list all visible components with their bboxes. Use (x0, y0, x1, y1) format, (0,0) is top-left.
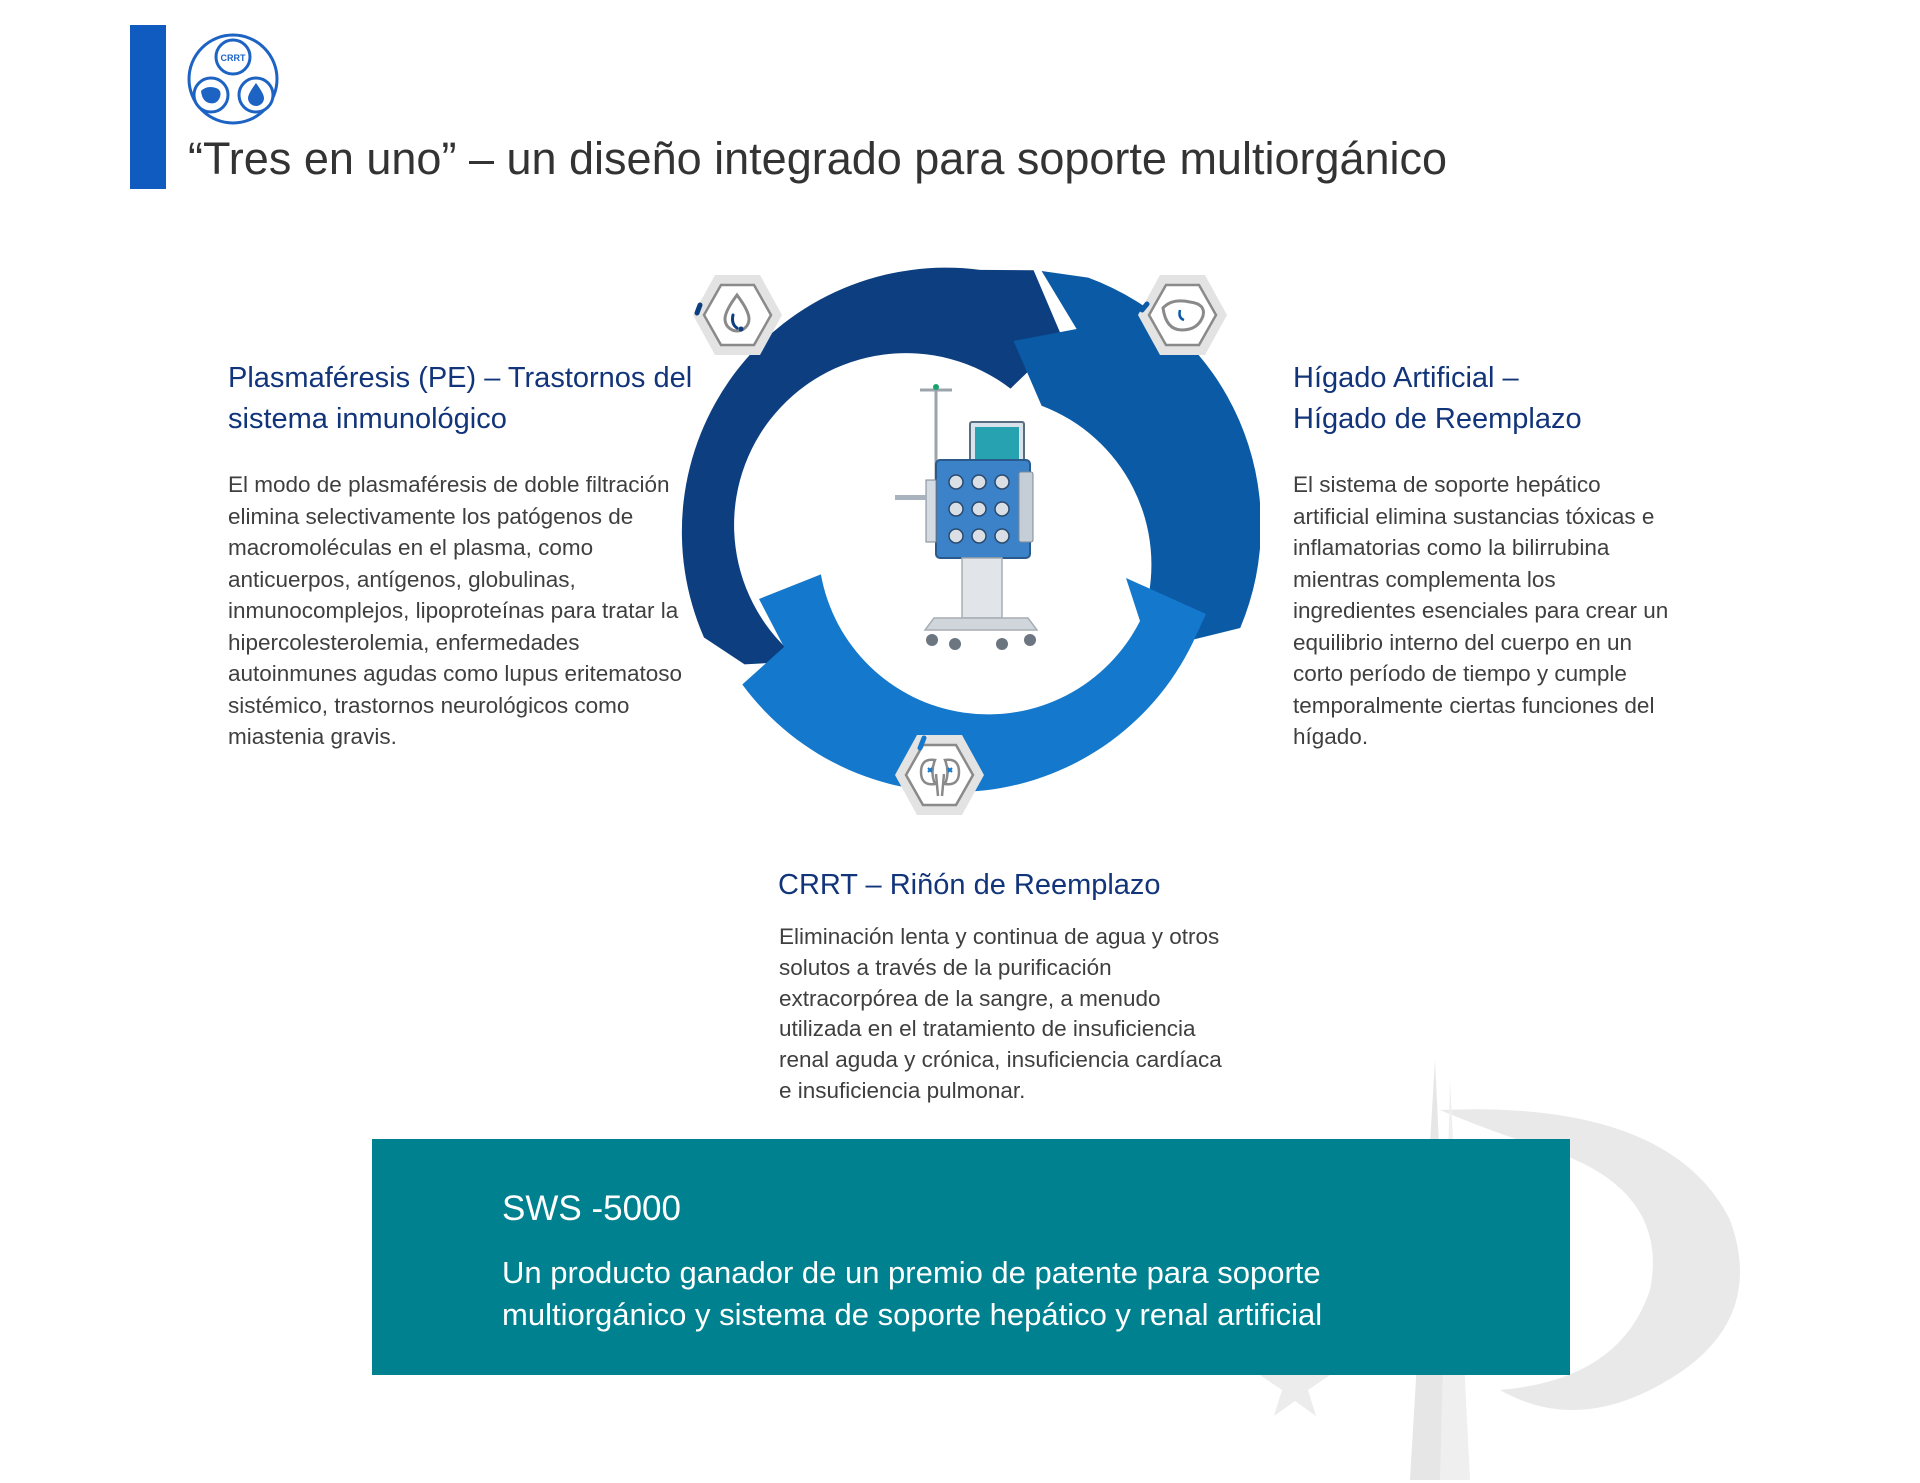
product-banner (372, 1139, 1570, 1375)
plasmapheresis-description: El modo de plasmaféresis de doble filtración elimina selectivamente los patógenos de macromoléculas en el plasma, como anticuerpos, antígenos, globulinas, inmunocomplejos, lipoproteínas para tratar la hipercolesterolemia, enfermedades autoinmunes agudas como lupus eritematoso sistémico, trastornos neurológicos como miastenia gravis. (228, 472, 683, 749)
crrt-title: CRRT – Riñón de Reemplazo (778, 869, 1161, 901)
cycle-diagram (680, 260, 1260, 850)
liver-title-line1: Hígado Artificial – (1293, 362, 1519, 394)
liver-description: El sistema de soporte hepático artificial elimina sustancias tóxicas e inflamatorias como la bilirrubina mientras complementa los ingredientes esenciales para crear un equilibrio interno del cuerpo en un corto período de tiempo y cumple temporalmente ciertas funciones del hígado. (1293, 472, 1669, 749)
accent-bar (130, 25, 166, 189)
product-name: SWS -5000 (502, 1189, 681, 1228)
liver-title (1293, 358, 1673, 440)
crrt-description: Eliminación lenta y continua de agua y otros solutos a través de la purificación extracorpórea de la sangre, a menudo utilizada en el tratamiento de insuficiencia renal aguda y crónica, insuficiencia cardíaca e insuficiencia pulmonar. (779, 924, 1222, 1103)
sws-5000-device-illustration (895, 384, 1037, 650)
liver-title-line2: Hígado de Reemplazo (1293, 403, 1582, 435)
plasmapheresis-title: Plasmaféresis (PE) – Trastornos del sistema inmunológico (228, 362, 693, 435)
product-description: Un producto ganador de un premio de patente para soporte multiorgánico y sistema de soporte hepático y renal artificial (502, 1255, 1323, 1332)
organ-support-logo-icon (186, 30, 280, 128)
logo-label: CRRT (220, 53, 246, 63)
page-title: “Tres en uno” – un diseño integrado para soporte multiorgánico (188, 133, 1448, 184)
